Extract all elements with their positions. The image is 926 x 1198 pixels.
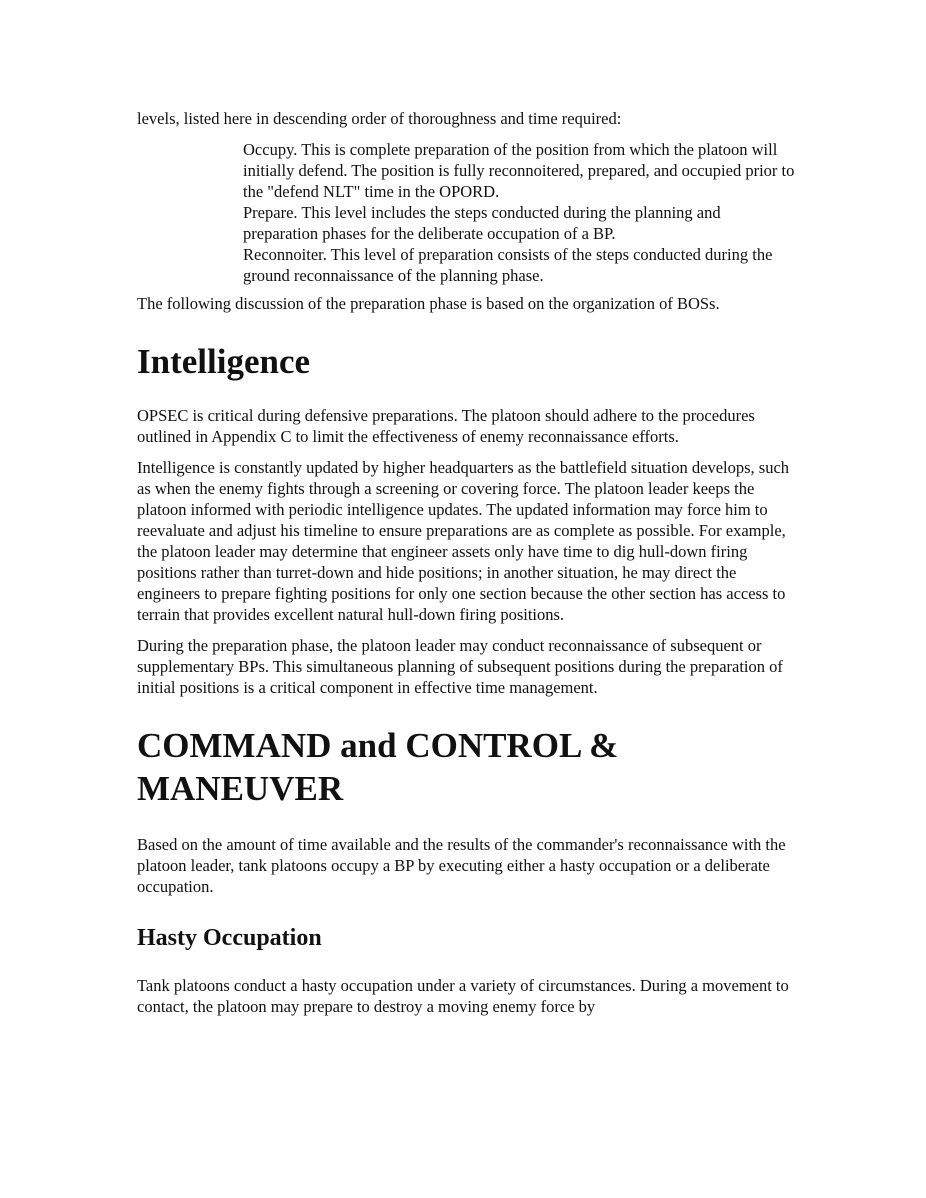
intelligence-paragraph-3: During the preparation phase, the platoon leader may conduct reconnaissance of subsequent or supplementary BPs. This simultaneous planning of subsequent positions during the preparation of initial positions is a critical component in effective time management. [137, 636, 783, 697]
intelligence-heading: Intelligence [137, 342, 311, 381]
hasty-occupation-heading: Hasty Occupation [137, 925, 322, 951]
command-control-heading: COMMAND and CONTROL & MANEUVER [137, 726, 619, 808]
level-occupy: Occupy. This is complete preparation of the position from which the platoon will initially defend. The position is fully reconnoitered, prepared, and occupied prior to the "defend NLT" time in the OPORD. [243, 140, 795, 201]
preparation-levels-list [243, 139, 797, 286]
document-page [137, 108, 797, 1027]
level-prepare: Prepare. This level includes the steps conducted during the planning and preparation phases for the deliberate occupation of a BP. [243, 203, 721, 243]
after-list-paragraph: The following discussion of the preparation phase is based on the organization of BOSs. [137, 294, 720, 313]
intro-line: levels, listed here in descending order of thoroughness and time required: [137, 109, 622, 128]
command-control-paragraph-1: Based on the amount of time available and the results of the commander's reconnaissance with the platoon leader, tank platoons occupy a BP by executing either a hasty occupation or a deliberate occupation. [137, 835, 786, 896]
hasty-occupation-paragraph-1: Tank platoons conduct a hasty occupation under a variety of circumstances. During a movement to contact, the platoon may prepare to destroy a moving enemy force by [137, 976, 789, 1016]
intelligence-paragraph-2: Intelligence is constantly updated by higher headquarters as the battlefield situation develops, such as when the enemy fights through a screening or covering force. The platoon leader keeps the platoon informed with periodic intelligence updates. The updated information may force him to reevaluate and adjust his timeline to ensure preparations are as complete as possible. For example, the platoon leader may determine that engineer assets only have time to dig hull-down firing positions rather than turret-down and hide positions; in another situation, he may direct the engineers to prepare fighting positions for only one section because the other section has access to terrain that provides excellent natural hull-down firing positions. [137, 458, 790, 624]
level-reconnoiter: Reconnoiter. This level of preparation consists of the steps conducted during the ground reconnaissance of the planning phase. [243, 245, 773, 285]
intelligence-paragraph-1: OPSEC is critical during defensive preparations. The platoon should adhere to the procedures outlined in Appendix C to limit the effectiveness of enemy reconnaissance efforts. [137, 406, 755, 446]
